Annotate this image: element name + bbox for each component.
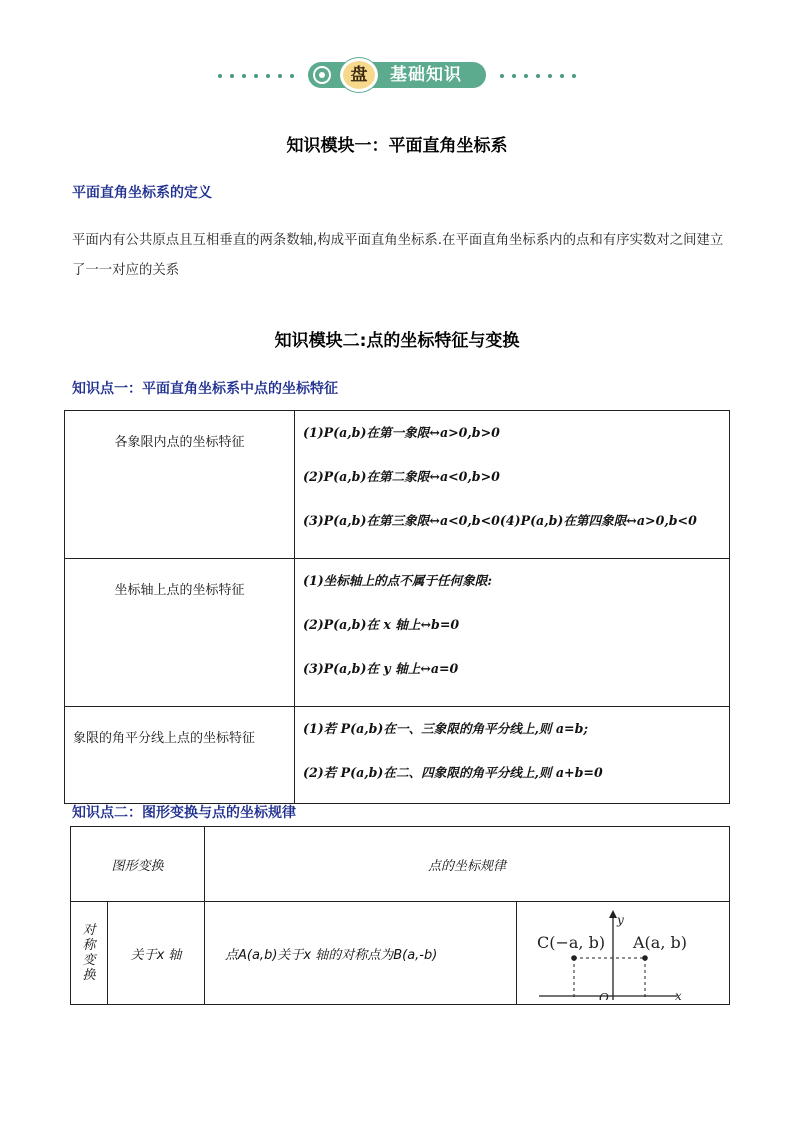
header-transform: 图形变换 — [71, 827, 205, 902]
row-content — [295, 559, 730, 707]
table-row — [65, 707, 730, 804]
table-row — [65, 559, 730, 707]
module1-subtitle: 平面直角坐标系的定义 — [72, 185, 212, 201]
feature-line: (3)P(a,b)在第三象限↔a<0,b<0(4)P(a,b)在第四象限↔a>0,b<0 — [303, 513, 697, 528]
banner-badge: 盘 — [340, 58, 378, 92]
point-a — [642, 955, 648, 961]
target-icon — [313, 66, 331, 84]
about-x-axis: 关于x 轴 — [108, 902, 205, 1005]
row-label: 各象限内点的坐标特征 — [65, 411, 295, 559]
category-symmetry: 对称变换 — [71, 902, 108, 1005]
coordinate-figure — [517, 902, 730, 1005]
symmetry-diagram — [517, 902, 729, 1000]
y-axis-arrow — [609, 910, 617, 918]
point2-title: 知识点二：图形变换与点的坐标规律 — [72, 805, 296, 821]
module1-title: 知识模块一：平面直角坐标系 — [286, 136, 508, 156]
feature-line: (1)若 P(a,b)在一、三象限的角平分线上,则 a=b; — [303, 721, 589, 736]
header-coordinate-rule: 点的坐标规律 — [205, 827, 730, 902]
row-content — [295, 707, 730, 804]
banner-title: 基础知识 — [390, 65, 462, 85]
banner-dots-right — [500, 74, 576, 78]
table-row — [65, 411, 730, 559]
row-label: 坐标轴上点的坐标特征 — [65, 559, 295, 707]
feature-line: (1)P(a,b)在第一象限↔a>0,b>0 — [303, 425, 500, 440]
table-row — [71, 902, 730, 1005]
label-y: y — [617, 913, 624, 927]
section-banner — [0, 60, 794, 92]
feature-line: (1)坐标轴上的点不属于任何象限: — [303, 573, 493, 588]
label-a: A(a, b) — [633, 933, 687, 952]
feature-line: (2)P(a,b)在 x 轴上↔b=0 — [303, 617, 460, 632]
row-content — [295, 411, 730, 559]
point1-title: 知识点一：平面直角坐标系中点的坐标特征 — [72, 381, 338, 397]
row-label: 象限的角平分线上点的坐标特征 — [65, 707, 295, 804]
banner-dots-left — [218, 74, 294, 78]
feature-line: (2)若 P(a,b)在二、四象限的角平分线上,则 a+b=0 — [303, 765, 603, 780]
module1-definition: 平面内有公共原点且互相垂直的两条数轴,构成平面直角坐标系.在平面直角坐标系内的点和有序实数对之间建立了一一对应的关系 — [72, 233, 724, 278]
coordinate-features-table — [64, 410, 730, 804]
transformation-table — [70, 826, 730, 1005]
feature-line: (2)P(a,b)在第二象限↔a<0,b>0 — [303, 469, 500, 484]
label-origin: O — [599, 991, 609, 1000]
symmetry-rule: 点A(a,b)关于x 轴的对称点为B(a,-b) — [205, 902, 517, 1005]
label-c: C(−a, b) — [537, 933, 606, 952]
table-row — [71, 827, 730, 902]
point-c — [571, 955, 577, 961]
feature-line: (3)P(a,b)在 y 轴上↔a=0 — [303, 661, 459, 676]
label-x: x — [675, 989, 682, 1000]
module2-title: 知识模块二:点的坐标特征与变换 — [274, 331, 520, 351]
